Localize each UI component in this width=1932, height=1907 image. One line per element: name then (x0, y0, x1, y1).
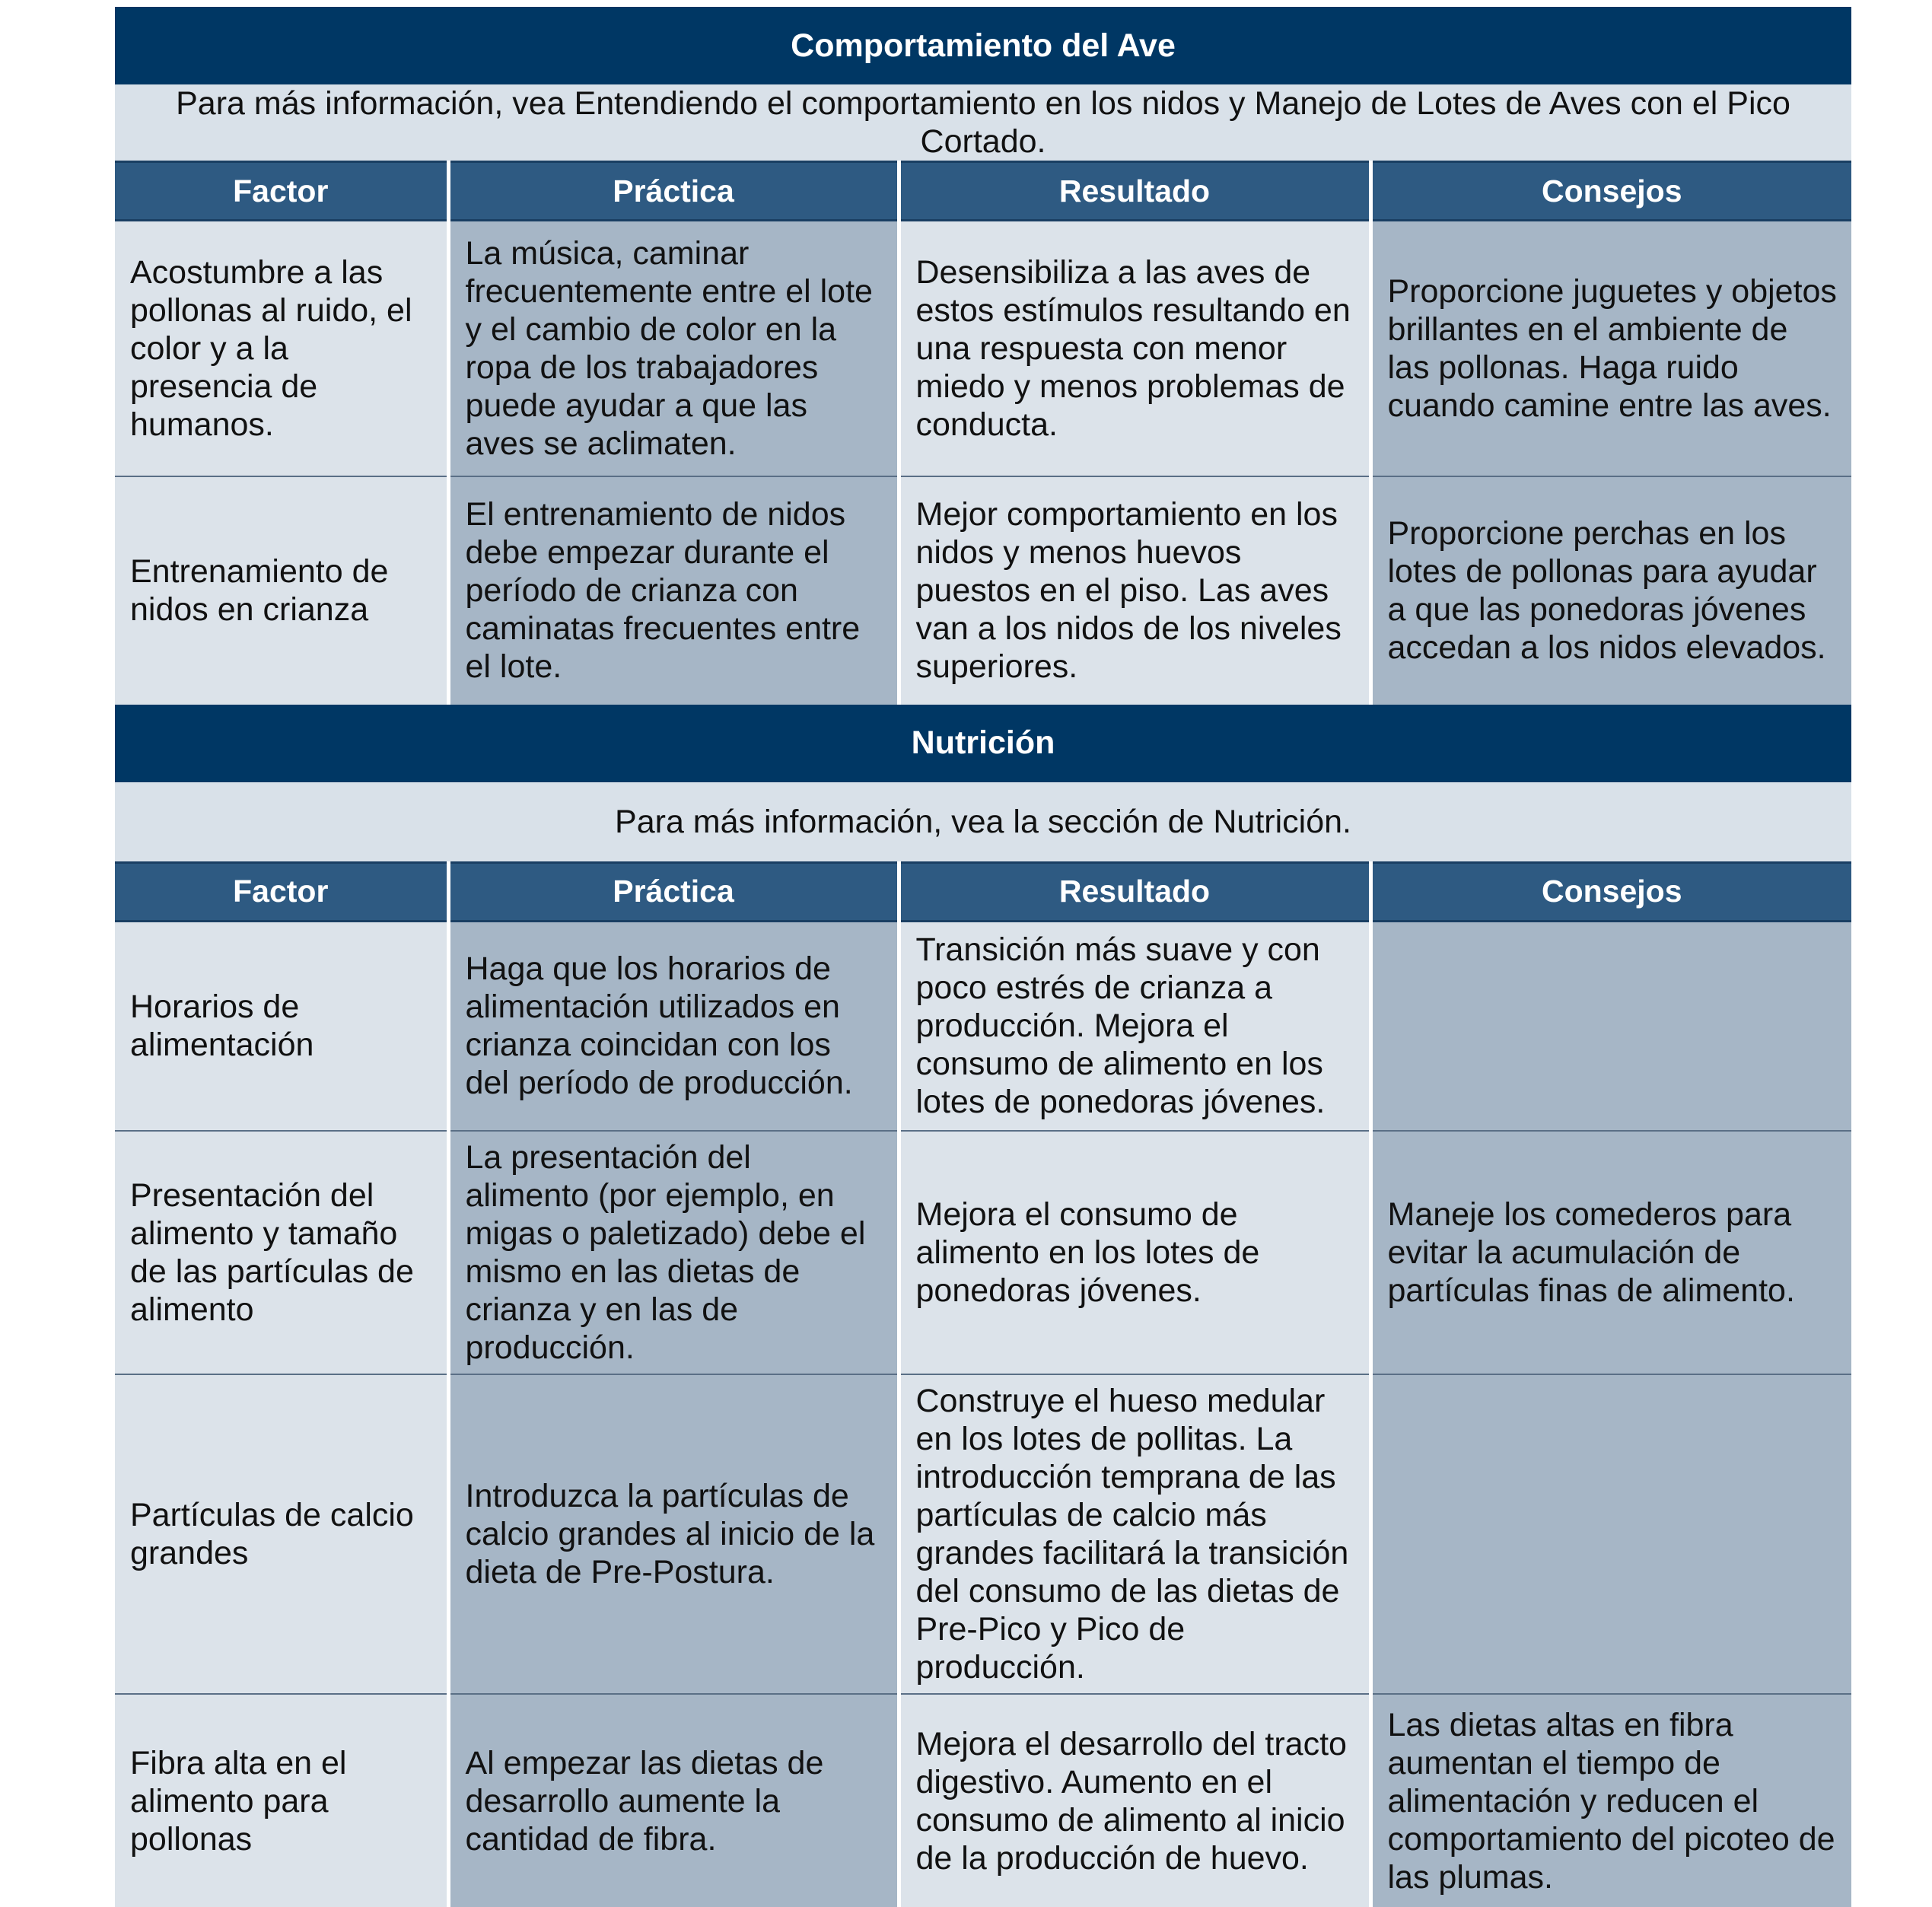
resultado-cell: Construye el hueso medular en los lotes de pollitas. La introducción temprana de las partículas de calcio más grandes facilitará la transición del consumo de las dietas de Pre-Pico y Pico de producción. (899, 1374, 1370, 1694)
practica-cell: La música, caminar frecuentemente entre el lote y el cambio de color en la ropa de los trabajadores puede ayudar a que las aves se aclimaten. (448, 221, 899, 476)
section-title-row (115, 7, 1851, 84)
column-header-resultado: Resultado (899, 162, 1370, 221)
column-header-factor: Factor (115, 862, 448, 921)
consejos-cell: Maneje los comederos para evitar la acumulación de partículas finas de alimento. (1370, 1131, 1851, 1374)
column-header-row (115, 162, 1851, 221)
column-header-consejos: Consejos (1370, 162, 1851, 221)
table-row (115, 476, 1851, 705)
factor-cell: Fibra alta en el alimento para pollonas (115, 1694, 448, 1907)
section-info-row (115, 782, 1851, 863)
resultado-cell: Mejor comportamiento en los nidos y menos huevos puestos en el piso. Las aves van a los nidos de los niveles superiores. (899, 476, 1370, 705)
management-table (115, 7, 1851, 1907)
management-table-sheet (115, 7, 1851, 1907)
table-row (115, 1374, 1851, 1694)
column-header-practica: Práctica (448, 162, 899, 221)
consejos-cell (1370, 1374, 1851, 1694)
column-header-consejos: Consejos (1370, 862, 1851, 921)
table-row (115, 221, 1851, 476)
column-header-practica: Práctica (448, 862, 899, 921)
factor-cell: Presentación del alimento y tamaño de las partículas de alimento (115, 1131, 448, 1374)
table-row (115, 1131, 1851, 1374)
table-row (115, 1694, 1851, 1907)
factor-cell: Horarios de alimentación (115, 921, 448, 1131)
factor-cell: Acostumbre a las pollonas al ruido, el color y a la presencia de humanos. (115, 221, 448, 476)
section-info: Para más información, vea la sección de Nutrición. (115, 782, 1851, 863)
resultado-cell: Transición más suave y con poco estrés de crianza a producción. Mejora el consumo de alimento en los lotes de ponedoras jóvenes. (899, 921, 1370, 1131)
consejos-cell (1370, 921, 1851, 1131)
factor-cell: Partículas de calcio grandes (115, 1374, 448, 1694)
section-info-row (115, 84, 1851, 162)
consejos-cell: Proporcione perchas en los lotes de pollonas para ayudar a que las ponedoras jóvenes accedan a los nidos elevados. (1370, 476, 1851, 705)
practica-cell: Haga que los horarios de alimentación utilizados en crianza coincidan con los del período de producción. (448, 921, 899, 1131)
factor-cell: Entrenamiento de nidos en crianza (115, 476, 448, 705)
resultado-cell: Desensibiliza a las aves de estos estímulos resultando en una respuesta con menor miedo y menos problemas de conducta. (899, 221, 1370, 476)
column-header-factor: Factor (115, 162, 448, 221)
section-info: Para más información, vea Entendiendo el comportamiento en los nidos y Manejo de Lotes de Aves con el Pico Cortado. (115, 84, 1851, 162)
consejos-cell: Las dietas altas en fibra aumentan el tiempo de alimentación y reducen el comportamiento del picoteo de las plumas. (1370, 1694, 1851, 1907)
section-title-row (115, 705, 1851, 782)
resultado-cell: Mejora el consumo de alimento en los lotes de ponedoras jóvenes. (899, 1131, 1370, 1374)
practica-cell: La presentación del alimento (por ejemplo, en migas o paletizado) debe el mismo en las dietas de crianza y en las de producción. (448, 1131, 899, 1374)
practica-cell: Al empezar las dietas de desarrollo aumente la cantidad de fibra. (448, 1694, 899, 1907)
practica-cell: Introduzca la partículas de calcio grandes al inicio de la dieta de Pre-Postura. (448, 1374, 899, 1694)
practica-cell: El entrenamiento de nidos debe empezar durante el período de crianza con caminatas frecuentes entre el lote. (448, 476, 899, 705)
column-header-row (115, 862, 1851, 921)
section-title: Comportamiento del Ave (115, 7, 1851, 84)
consejos-cell: Proporcione juguetes y objetos brillantes en el ambiente de las pollonas. Haga ruido cuando camine entre las aves. (1370, 221, 1851, 476)
column-header-resultado: Resultado (899, 862, 1370, 921)
table-row (115, 921, 1851, 1131)
resultado-cell: Mejora el desarrollo del tracto digestivo. Aumento en el consumo de alimento al inicio de la producción de huevo. (899, 1694, 1370, 1907)
section-title: Nutrición (115, 705, 1851, 782)
